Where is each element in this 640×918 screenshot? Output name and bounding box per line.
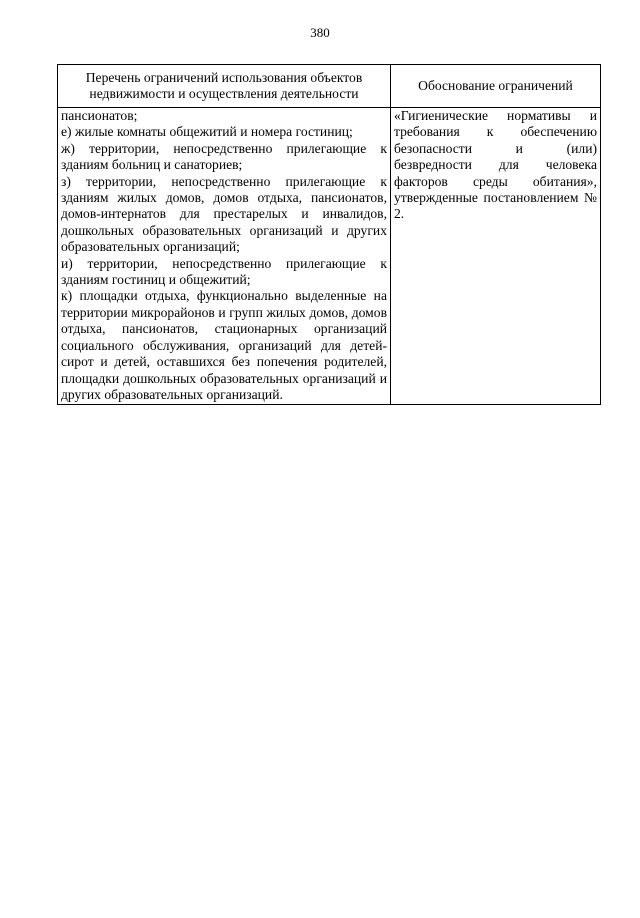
list-item: к) площадки отдыха, функционально выделенные на территории микрорайонов и групп жилых домов, домов отдыха, пансионатов, стационарных организаций социального обслуживания, организаций для детей-сирот и детей, оставшихся без попечения родителей, площадки дошкольных образовательных организаций и других образовательных организаций. (61, 288, 387, 402)
restrictions-list-cell (58, 108, 391, 405)
header-restrictions-list: Перечень ограничений использования объектов недвижимости и осуществления деятельности (58, 65, 391, 108)
list-item: з) территории, непосредственно прилегающие к зданиям жилых домов, домов отдыха, пансионатов, домов-интернатов для престарелых и инвалидов, дошкольных образовательных организаций и других образовательных организаций; (61, 173, 387, 255)
justification-cell (391, 108, 601, 405)
table-row (58, 108, 601, 405)
restrictions-table (57, 64, 601, 405)
justification-text: «Гигиенические нормативы и требования к обеспечению безопасности и (или) безвредности для человека факторов среды обитания», утвержденные постановлением № 2. (394, 108, 597, 222)
page-number: 380 (310, 25, 330, 40)
list-item: ж) территории, непосредственно прилегающие к зданиям больниц и санаториев; (61, 140, 387, 173)
list-item: пансионатов; (61, 108, 138, 123)
list-item: и) территории, непосредственно прилегающие к зданиям гостиниц и общежитий; (61, 255, 387, 288)
list-item: е) жилые комнаты общежитий и номера гостиниц; (61, 124, 353, 140)
header-justification: Обоснование ограничений (391, 65, 601, 108)
table-header-row (58, 65, 601, 108)
